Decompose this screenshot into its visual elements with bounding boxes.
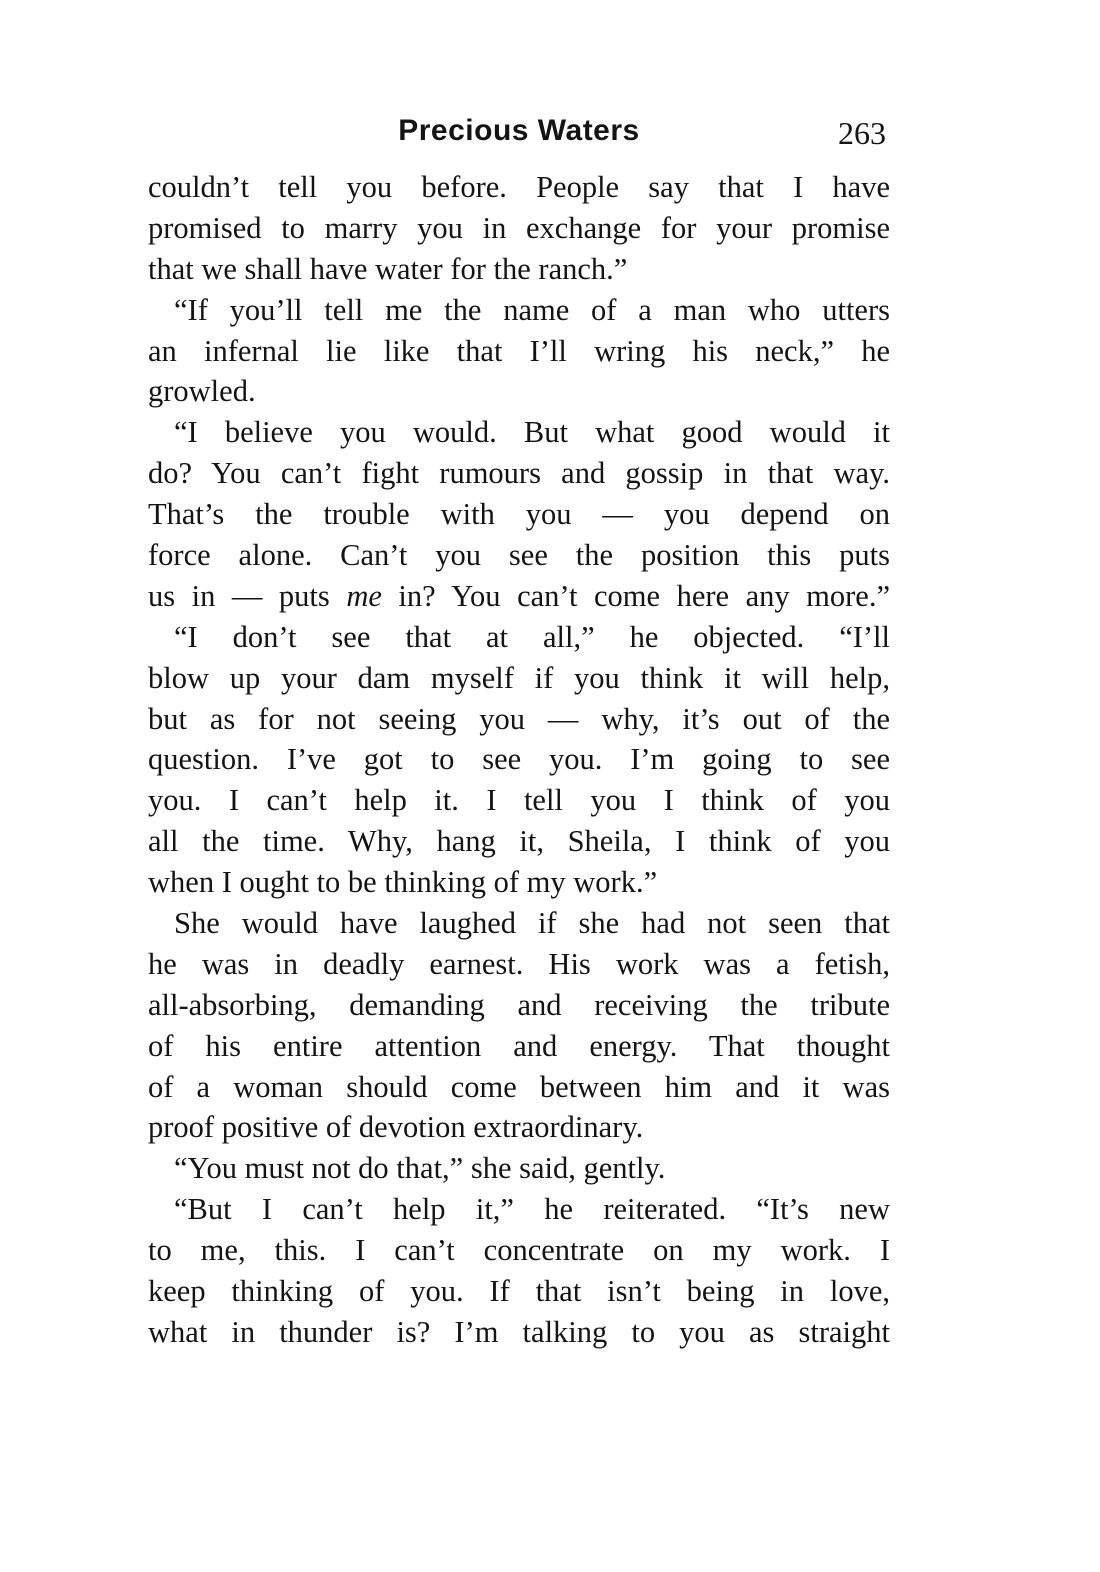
body-text	[148, 167, 890, 1353]
text-run: us in — puts	[148, 578, 347, 613]
text-line: “You must not do that,” she said, gently.	[174, 1151, 666, 1186]
text-line: “But I can’t help it,” he reiterated. “It’s new	[174, 1192, 890, 1227]
text-run: in? You can’t come here any more.”	[381, 578, 891, 613]
page-number: 263	[838, 115, 886, 151]
text-line: when I ought to be thinking of my work.”	[148, 865, 658, 900]
emphasized-word: me	[346, 578, 382, 613]
text-line: that we shall have water for the ranch.”	[148, 251, 628, 286]
text-line: all the time. Why, hang it, Sheila, I think of you	[148, 824, 890, 859]
text-line: She would have laughed if she had not seen that	[174, 906, 890, 941]
text-line: question. I’ve got to see you. I’m going to see	[148, 742, 890, 777]
text-line: you. I can’t help it. I tell you I think of you	[148, 783, 890, 818]
text-line: blow up your dam myself if you think it will help,	[148, 660, 890, 695]
text-line: but as for not seeing you — why, it’s out of the	[148, 701, 890, 736]
running-title: Precious Waters	[398, 114, 640, 147]
text-line: all-absorbing, demanding and receiving the tribute	[148, 987, 890, 1022]
text-line: of a woman should come between him and it was	[148, 1069, 890, 1104]
text-line: an infernal lie like that I’ll wring his neck,” he	[148, 333, 890, 368]
text-line: proof positive of devotion extraordinary.	[148, 1110, 644, 1145]
text-line: promised to marry you in exchange for your promise	[148, 210, 890, 245]
text-line: do? You can’t fight rumours and gossip in that way.	[148, 456, 890, 491]
text-line	[148, 576, 890, 617]
text-line: couldn’t tell you before. People say that I have	[148, 170, 890, 204]
text-line: force alone. Can’t you see the position this puts	[148, 538, 890, 573]
text-line: “If you’ll tell me the name of a man who utters	[174, 292, 890, 327]
text-line: to me, this. I can’t concentrate on my work. I	[148, 1233, 890, 1268]
text-line: “I believe you would. But what good would it	[174, 415, 890, 450]
text-line: keep thinking of you. If that isn’t being in love,	[148, 1274, 890, 1309]
text-line: what in thunder is? I’m talking to you as straight	[148, 1314, 890, 1349]
text-line: That’s the trouble with you — you depend on	[148, 497, 890, 532]
text-line: growled.	[148, 374, 256, 409]
text-line: “I don’t see that at all,” he objected. “I’ll	[174, 619, 890, 654]
text-line: of his entire attention and energy. That thought	[148, 1028, 890, 1063]
text-line: he was in deadly earnest. His work was a fetish,	[148, 946, 890, 981]
running-head	[148, 108, 890, 154]
